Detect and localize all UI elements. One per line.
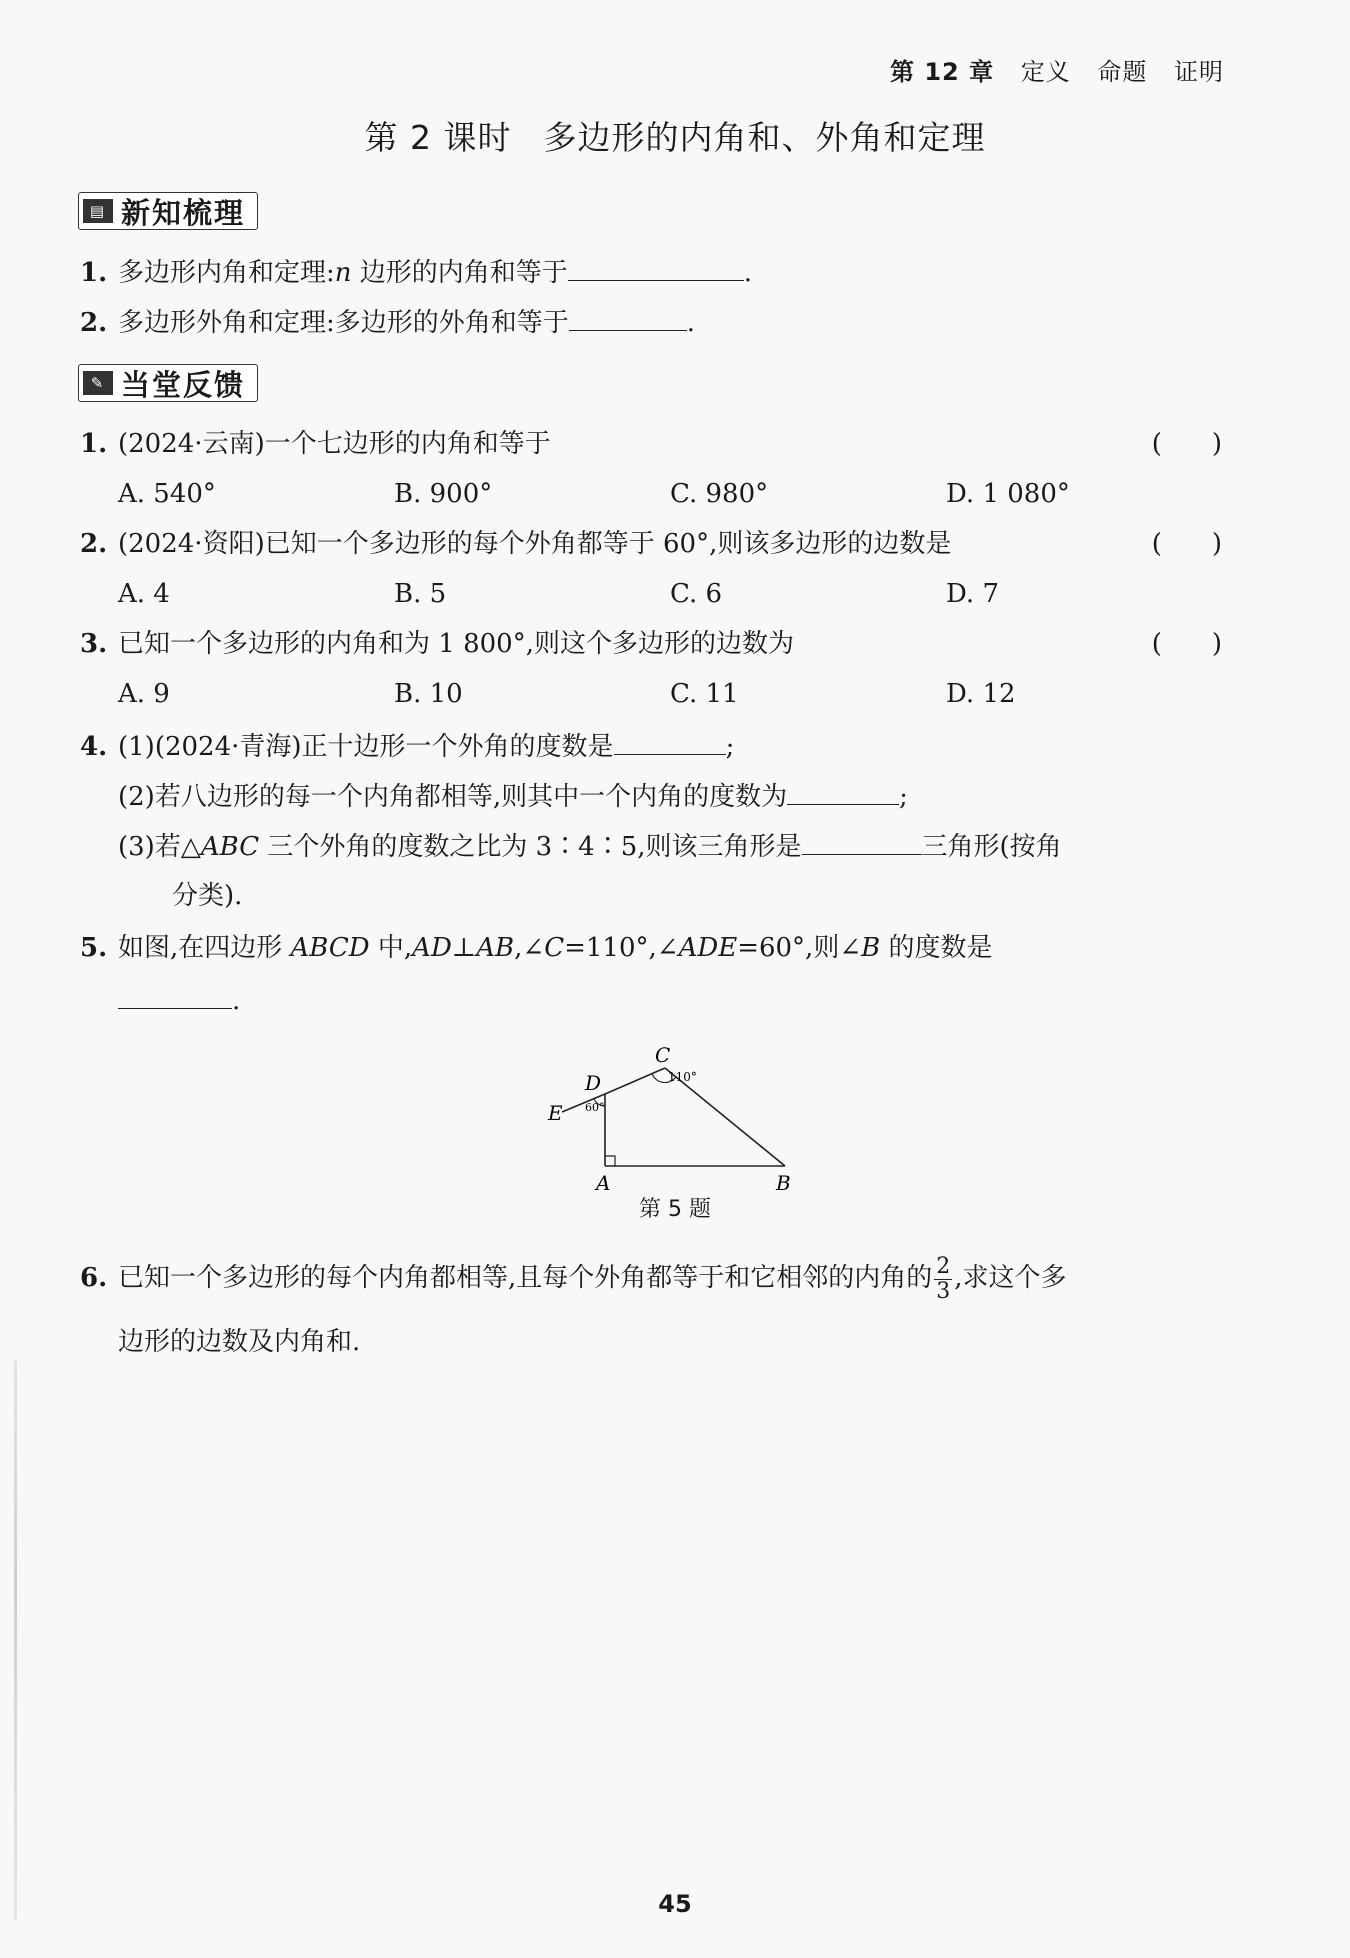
answer-parentheses[interactable]	[1152, 526, 1222, 562]
fraction	[934, 1255, 952, 1304]
fraction-denominator: 3	[936, 1278, 951, 1304]
math-var: B	[861, 933, 881, 963]
question-number: 1.	[80, 429, 108, 459]
section-title: 当堂反馈	[121, 367, 246, 402]
section-badge-new-knowledge	[78, 192, 258, 230]
option-c[interactable]: C. 6	[670, 579, 723, 609]
pencil-icon: ✎	[83, 371, 113, 395]
question-text: (2)若八边形的每一个内角都相等,则其中一个内角的度数为	[118, 782, 788, 812]
vertex-a-label: A	[596, 1171, 611, 1195]
question-number: 3.	[80, 629, 108, 659]
question-text: 已知一个多边形的内角和为 1 800°,则这个多边形的边数为	[118, 629, 794, 659]
answer-blank[interactable]	[568, 254, 744, 281]
question-6	[80, 1254, 1067, 1304]
question-text: (2024·云南)一个七边形的内角和等于	[118, 429, 551, 459]
option-b[interactable]: B. 10	[394, 679, 463, 709]
item-end: ;	[725, 732, 735, 762]
item-number: 2.	[80, 308, 108, 338]
option-b[interactable]: B. 5	[394, 579, 447, 609]
knowledge-item	[80, 254, 752, 291]
question-text: ,∠	[514, 933, 545, 963]
question-text: 如图,在四边形	[118, 933, 291, 963]
item-end: .	[743, 258, 753, 288]
chapter-number: 第 12 章	[889, 58, 995, 86]
question-1	[80, 426, 551, 462]
section-badge-feedback	[78, 364, 258, 402]
question-text: 三角形(按角	[921, 832, 1062, 862]
question-5-blank-line	[118, 982, 240, 1019]
right-angle-mark	[605, 1156, 615, 1166]
question-text: 边形的边数及内角和.	[118, 1327, 361, 1357]
option-b[interactable]: B. 900°	[394, 479, 493, 509]
answer-parentheses[interactable]	[1152, 426, 1222, 462]
question-text: 中,	[369, 933, 413, 963]
section-title: 新知梳理	[121, 195, 246, 230]
question-text: (2024·资阳)已知一个多边形的每个外角都等于 60°,则该多边形的边数是	[118, 529, 952, 559]
question-text: 三个外角的度数之比为 3∶4∶5,则该三角形是	[259, 832, 802, 862]
page-number: 45	[658, 1890, 692, 1918]
paren-left: (	[1151, 629, 1162, 659]
item-end: .	[232, 986, 241, 1016]
vertex-c-label: C	[655, 1043, 671, 1067]
question-4-part-3-cont	[172, 878, 242, 914]
paren-right: )	[1211, 529, 1222, 559]
question-text: (3)若△	[118, 832, 201, 862]
answer-blank[interactable]	[569, 304, 687, 331]
paren-right: )	[1211, 429, 1222, 459]
answer-blank[interactable]	[787, 778, 899, 805]
question-3	[80, 626, 794, 662]
option-a[interactable]: A. 9	[118, 679, 170, 709]
chapter-topic: 命题	[1097, 58, 1148, 86]
option-c[interactable]: C. 11	[670, 679, 739, 709]
option-a[interactable]: A. 4	[118, 579, 170, 609]
math-var: C	[544, 933, 565, 963]
question-4-part-2	[118, 778, 908, 815]
question-text: 分类).	[172, 881, 243, 911]
math-var: AD	[412, 933, 452, 963]
vertex-e-label: E	[548, 1101, 563, 1125]
fraction-numerator: 2	[936, 1253, 951, 1279]
option-a[interactable]: A. 540°	[118, 479, 216, 509]
lesson-number: 第 2 课时	[364, 118, 512, 157]
vertex-d-label: D	[585, 1071, 602, 1095]
option-d[interactable]: D. 12	[946, 679, 1016, 709]
knowledge-item	[80, 304, 695, 341]
question-number: 6.	[80, 1263, 108, 1293]
angle-c-label: 110°	[668, 1070, 697, 1084]
paren-right: )	[1211, 629, 1222, 659]
chapter-header	[890, 52, 1224, 87]
math-var: ABCD	[290, 933, 370, 963]
answer-blank[interactable]	[802, 828, 922, 855]
angle-d-label: 60°	[585, 1101, 605, 1114]
question-text: 已知一个多边形的每个内角都相等,且每个外角都等于和它相邻的内角的	[118, 1263, 933, 1293]
question-4-part-3	[118, 828, 1062, 865]
question-text: =110°,∠	[564, 933, 679, 963]
item-number: 1.	[80, 258, 108, 288]
question-6-cont	[118, 1324, 360, 1360]
math-var: n	[334, 258, 352, 288]
quadrilateral-figure	[540, 1028, 810, 1198]
paren-left: (	[1151, 429, 1162, 459]
question-text: =60°,则∠	[737, 933, 862, 963]
lesson-title	[0, 112, 1350, 159]
chapter-topic: 证明	[1174, 58, 1224, 86]
book-icon: ▤	[83, 199, 113, 223]
question-number: 4.	[80, 732, 108, 762]
question-text: ,求这个多	[954, 1263, 1067, 1293]
question-5	[80, 930, 992, 966]
item-text: 多边形外角和定理:多边形的外角和等于	[118, 308, 569, 338]
math-var: ADE	[678, 933, 738, 963]
question-number: 2.	[80, 529, 108, 559]
item-text: 多边形内角和定理:	[118, 258, 335, 288]
option-d[interactable]: D. 7	[946, 579, 999, 609]
option-d[interactable]: D. 1 080°	[946, 479, 1070, 509]
math-var: AB	[476, 933, 515, 963]
question-number: 5.	[80, 933, 108, 963]
chapter-topic: 定义	[1020, 58, 1071, 86]
paren-left: (	[1151, 529, 1162, 559]
question-2	[80, 526, 951, 562]
vertex-b-label: B	[776, 1171, 791, 1195]
question-text: 的度数是	[880, 933, 993, 963]
item-end: ;	[899, 782, 908, 812]
question-text: (1)(2024·青海)正十边形一个外角的度数是	[118, 732, 614, 762]
item-end: .	[686, 308, 696, 338]
answer-blank[interactable]	[614, 728, 726, 755]
math-symbol: ⊥	[451, 933, 477, 963]
answer-blank[interactable]	[118, 982, 232, 1009]
math-var: ABC	[200, 832, 260, 862]
option-c[interactable]: C. 980°	[670, 479, 769, 509]
question-4	[80, 728, 734, 765]
item-text: 边形的内角和等于	[351, 258, 568, 288]
lesson-name: 多边形的内角和、外角和定理	[543, 118, 986, 157]
figure-caption: 第 5 题	[639, 1197, 711, 1222]
side-dc	[605, 1068, 665, 1094]
answer-parentheses[interactable]	[1152, 626, 1222, 662]
